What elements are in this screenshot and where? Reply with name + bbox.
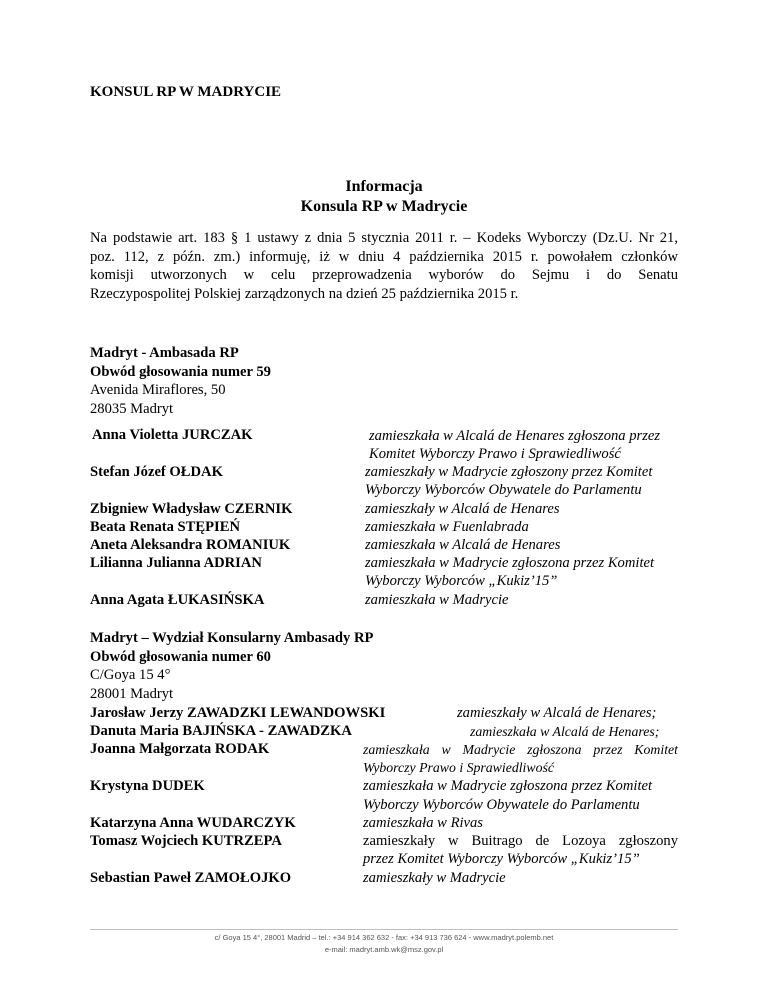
member-name: Stefan Józef OŁDAK [90, 464, 223, 480]
member-description: zamieszkały w Madrycie zgłoszony przez Komitet [365, 464, 653, 480]
member-description: zamieszkała w Madrycie zgłoszona przez Komitet [363, 742, 678, 757]
footer-email: e-mail: madryt.amb.wk@msz.gov.pl [324, 945, 444, 954]
member-description: zamieszkała w Alcalá de Henares zgłoszona przez [369, 428, 661, 444]
member-description: Wyborczy Wyborców Obywatele do Parlamentu [363, 797, 640, 813]
member-description: zamieszkały w Madrycie [363, 870, 506, 886]
section2-address [90, 629, 373, 703]
intro-line: poz. 112, z późn. zm.) informuję, iż w dniu 4 października 2015 r. powołałem członków [90, 248, 678, 265]
footer-contact: c/ Goya 15 4°, 28001 Madrid – tel.: +34 914 362 632 - fax: +34 913 736 624 - www.madryt.polemb.net [214, 933, 554, 942]
member-name: Lilianna Julianna ADRIAN [90, 555, 262, 571]
section2-name: Madryt – Wydział Konsularny Ambasady RP [90, 630, 374, 646]
section1-address [90, 344, 271, 418]
member-name: Sebastian Paweł ZAMOŁOJKO [90, 870, 292, 886]
footer-divider [90, 929, 678, 930]
member-description: zamieszkała w Rivas [363, 815, 483, 831]
section1-city: 28035 Madryt [90, 400, 174, 417]
member-name: Anna Violetta JURCZAK [92, 427, 253, 443]
member-name: Joanna Małgorzata RODAK [90, 741, 270, 757]
member-description: zamieszkała w Madrycie zgłoszona przez Komitet [365, 555, 655, 571]
member-description: Wyborczy Prawo i Sprawiedliwość [363, 760, 554, 775]
member-description: Wyborczy Wyborców „Kukiz’15” [365, 573, 558, 589]
member-description: zamieszkały w Alcalá de Henares [365, 501, 560, 517]
member-description: zamieszkała w Alcalá de Henares [365, 537, 561, 553]
section1-name: Madryt - Ambasada RP [90, 345, 239, 361]
section2-district: Obwód głosowania numer 60 [90, 648, 271, 665]
member-description: zamieszkały w Buitrago de Lozoya zgłoszony [363, 833, 678, 849]
member-description: przez Komitet Wyborczy Wyborców „Kukiz’15” [363, 851, 640, 867]
intro-paragraph [90, 229, 678, 303]
member-description: zamieszkała w Madrycie [365, 592, 509, 608]
member-name: Tomasz Wojciech KUTRZEPA [90, 833, 282, 849]
intro-line: komisji utworzonych w celu przeprowadzenia wyborów do Sejmu i do Senatu [90, 267, 678, 283]
intro-line: Rzeczypospolitej Polskiej zarządzonych na dzień 25 października 2015 r. [90, 285, 519, 302]
document-title: Informacja [345, 178, 423, 195]
member-description: zamieszkały w Alcalá de Henares; [457, 705, 657, 721]
member-name: Jarosław Jerzy ZAWADZKI LEWANDOWSKI [90, 705, 386, 721]
member-description: zamieszkała w Alcalá de Henares; [470, 724, 660, 739]
section2-city: 28001 Madryt [90, 685, 174, 702]
document-header: KONSUL RP W MADRYCIE [90, 84, 282, 100]
intro-line: Na podstawie art. 183 § 1 ustawy z dnia 5 stycznia 2011 r. – Kodeks Wyborczy (Dz.U. Nr 21, [90, 230, 678, 246]
member-description: zamieszkała w Madrycie zgłoszona przez Komitet [363, 778, 653, 794]
member-description: zamieszkała w Fuenlabrada [365, 519, 529, 535]
section1-street: Avenida Miraflores, 50 [90, 382, 226, 398]
member-name: Zbigniew Władysław CZERNIK [90, 501, 293, 517]
member-name: Krystyna DUDEK [90, 778, 205, 794]
member-name: Anna Agata ŁUKASIŃSKA [90, 592, 265, 608]
document-subtitle: Konsula RP w Madrycie [300, 198, 468, 215]
member-name: Aneta Aleksandra ROMANIUK [90, 537, 291, 553]
member-name: Beata Renata STĘPIEŃ [90, 519, 240, 535]
section2-street: C/Goya 15 4° [90, 667, 171, 683]
section1-district: Obwód głosowania numer 59 [90, 363, 271, 380]
member-description: Wyborczy Wyborców Obywatele do Parlamentu [365, 482, 642, 498]
member-name: Katarzyna Anna WUDARCZYK [90, 815, 296, 831]
member-description: Komitet Wyborczy Prawo i Sprawiedliwość [369, 446, 621, 462]
member-name: Danuta Maria BAJIŃSKA - ZAWADZKA [90, 723, 352, 739]
